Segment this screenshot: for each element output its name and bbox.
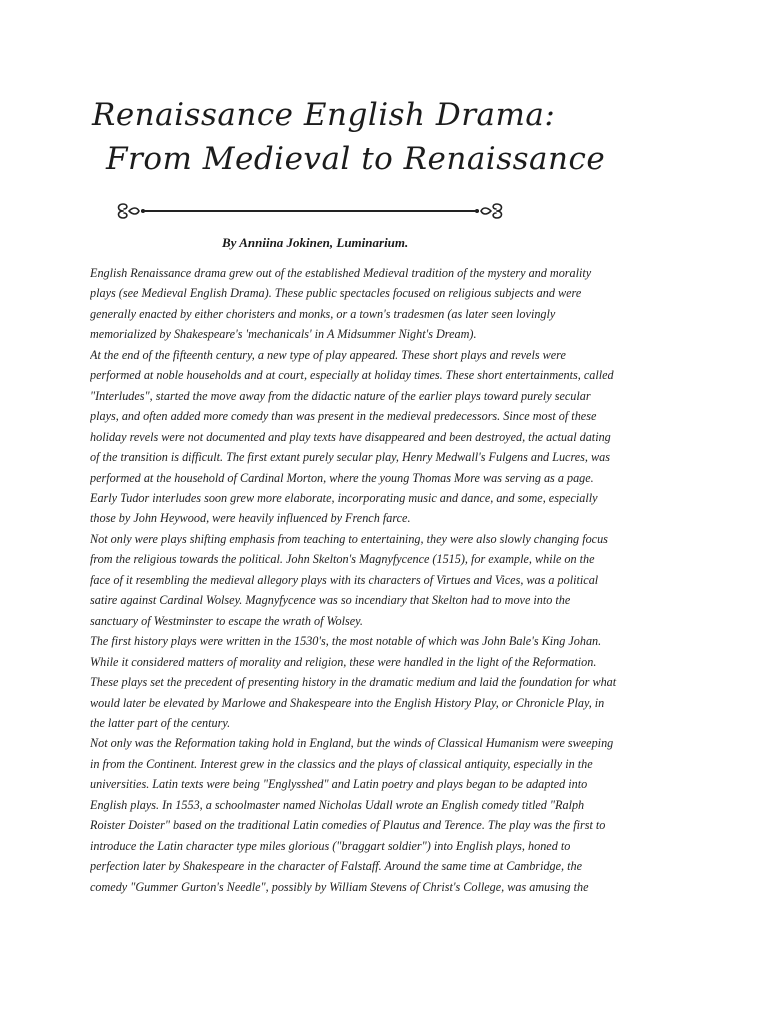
body-text-line: holiday revels were not documented and play texts have disappeared and been destroyed, the actual dating	[90, 429, 611, 444]
body-text-line: sanctuary of Westminster to escape the wrath of Wolsey.	[90, 613, 363, 628]
decorative-divider	[115, 200, 505, 222]
body-text-line: At the end of the fifteenth century, a new type of play appeared. These short plays and revels were	[90, 347, 566, 362]
body-text-line: those by John Heywood, were heavily influenced by French farce.	[90, 511, 411, 526]
body-text-line: Roister Doister" based on the traditional Latin comedies of Plautus and Terence. The play was the first to	[90, 818, 606, 833]
body-text-line: universities. Latin texts were being "Englysshed" and Latin poetry and plays began to be adapted into	[90, 777, 588, 792]
body-text-line: Early Tudor interludes soon grew more elaborate, incorporating music and dance, and some, especially	[90, 490, 598, 505]
body-text-line: English Renaissance drama grew out of the established Medieval tradition of the mystery and morality	[90, 266, 592, 280]
document-title	[88, 97, 606, 177]
body-text-line: The first history plays were written in the 1530's, the most notable of which was John Bale's King Johan.	[90, 634, 602, 649]
body-text-line: While it considered matters of morality and religion, these were handled in the light of the Reformation.	[90, 654, 597, 669]
article-body	[90, 263, 678, 897]
body-text-line: of the transition is difficult. The first extant purely secular play, Henry Medwall's Fulgens and Lucres, was	[90, 450, 610, 465]
body-text-line: would later be elevated by Marlowe and Shakespeare into the English History Play, or Chronicle Play, in	[90, 695, 605, 710]
body-text-line: These plays set the precedent of presenting history in the dramatic medium and laid the foundation for what	[90, 675, 617, 690]
body-text-line: the latter part of the century.	[90, 715, 231, 730]
body-text-line: perfection later by Shakespeare in the character of Falstaff. Around the same time at Cambridge, the	[90, 859, 583, 874]
body-text-line: face of it resembling the medieval allegory plays with its characters of Virtues and Vices, was a political	[90, 572, 599, 587]
body-text-line: Not only was the Reformation taking hold in England, but the winds of Classical Humanism were sweeping	[90, 736, 614, 751]
body-text-line: generally enacted by either choristers and monks, or a town's tradesmen (as later seen lovingly	[90, 306, 556, 321]
author-byline: By Anniina Jokinen, Luminarium.	[222, 235, 409, 250]
title-line-2: From Medieval to Renaissance	[106, 141, 606, 177]
body-text-line: Not only were plays shifting emphasis from teaching to entertaining, they were also slowly changing focus	[90, 531, 608, 546]
body-text-line: introduce the Latin character type miles glorious ("braggart soldier") into English plays, honed to	[90, 838, 571, 853]
body-text-line: in from the Continent. Interest grew in the classics and the plays of classical antiquity, especially in the	[90, 756, 593, 771]
body-text-line: plays (see Medieval English Drama). These public spectacles focused on religious subjects and were	[90, 286, 582, 301]
body-text-line: memorialized by Shakespeare's 'mechanicals' in A Midsummer Night's Dream).	[90, 327, 477, 342]
body-text-line: performed at the household of Cardinal Morton, where the young Thomas More was serving as a page.	[90, 470, 594, 485]
body-text-line: English plays. In 1553, a schoolmaster named Nicholas Udall wrote an English comedy titled "Ralph	[90, 797, 585, 812]
body-text-line: satire against Cardinal Wolsey. Magnyfycence was so incendiary that Skelton had to move into the	[90, 593, 571, 608]
body-text-line: "Interludes", started the move away from the didactic nature of the earlier plays toward purely secular	[90, 388, 591, 403]
body-text-line: comedy "Gummer Gurton's Needle", possibly by William Stevens of Christ's College, was amusing the	[90, 879, 589, 894]
body-text-line: performed at noble households and at court, especially at holiday times. These short entertainments, called	[90, 368, 614, 383]
body-text-line: from the religious towards the political. John Skelton's Magnyfycence (1515), for example, while on the	[90, 552, 595, 567]
title-line-1: Renaissance English Drama:	[92, 97, 556, 133]
body-text-line: plays, and often added more comedy than was present in the medieval predecessors. Since most of these	[90, 409, 597, 424]
